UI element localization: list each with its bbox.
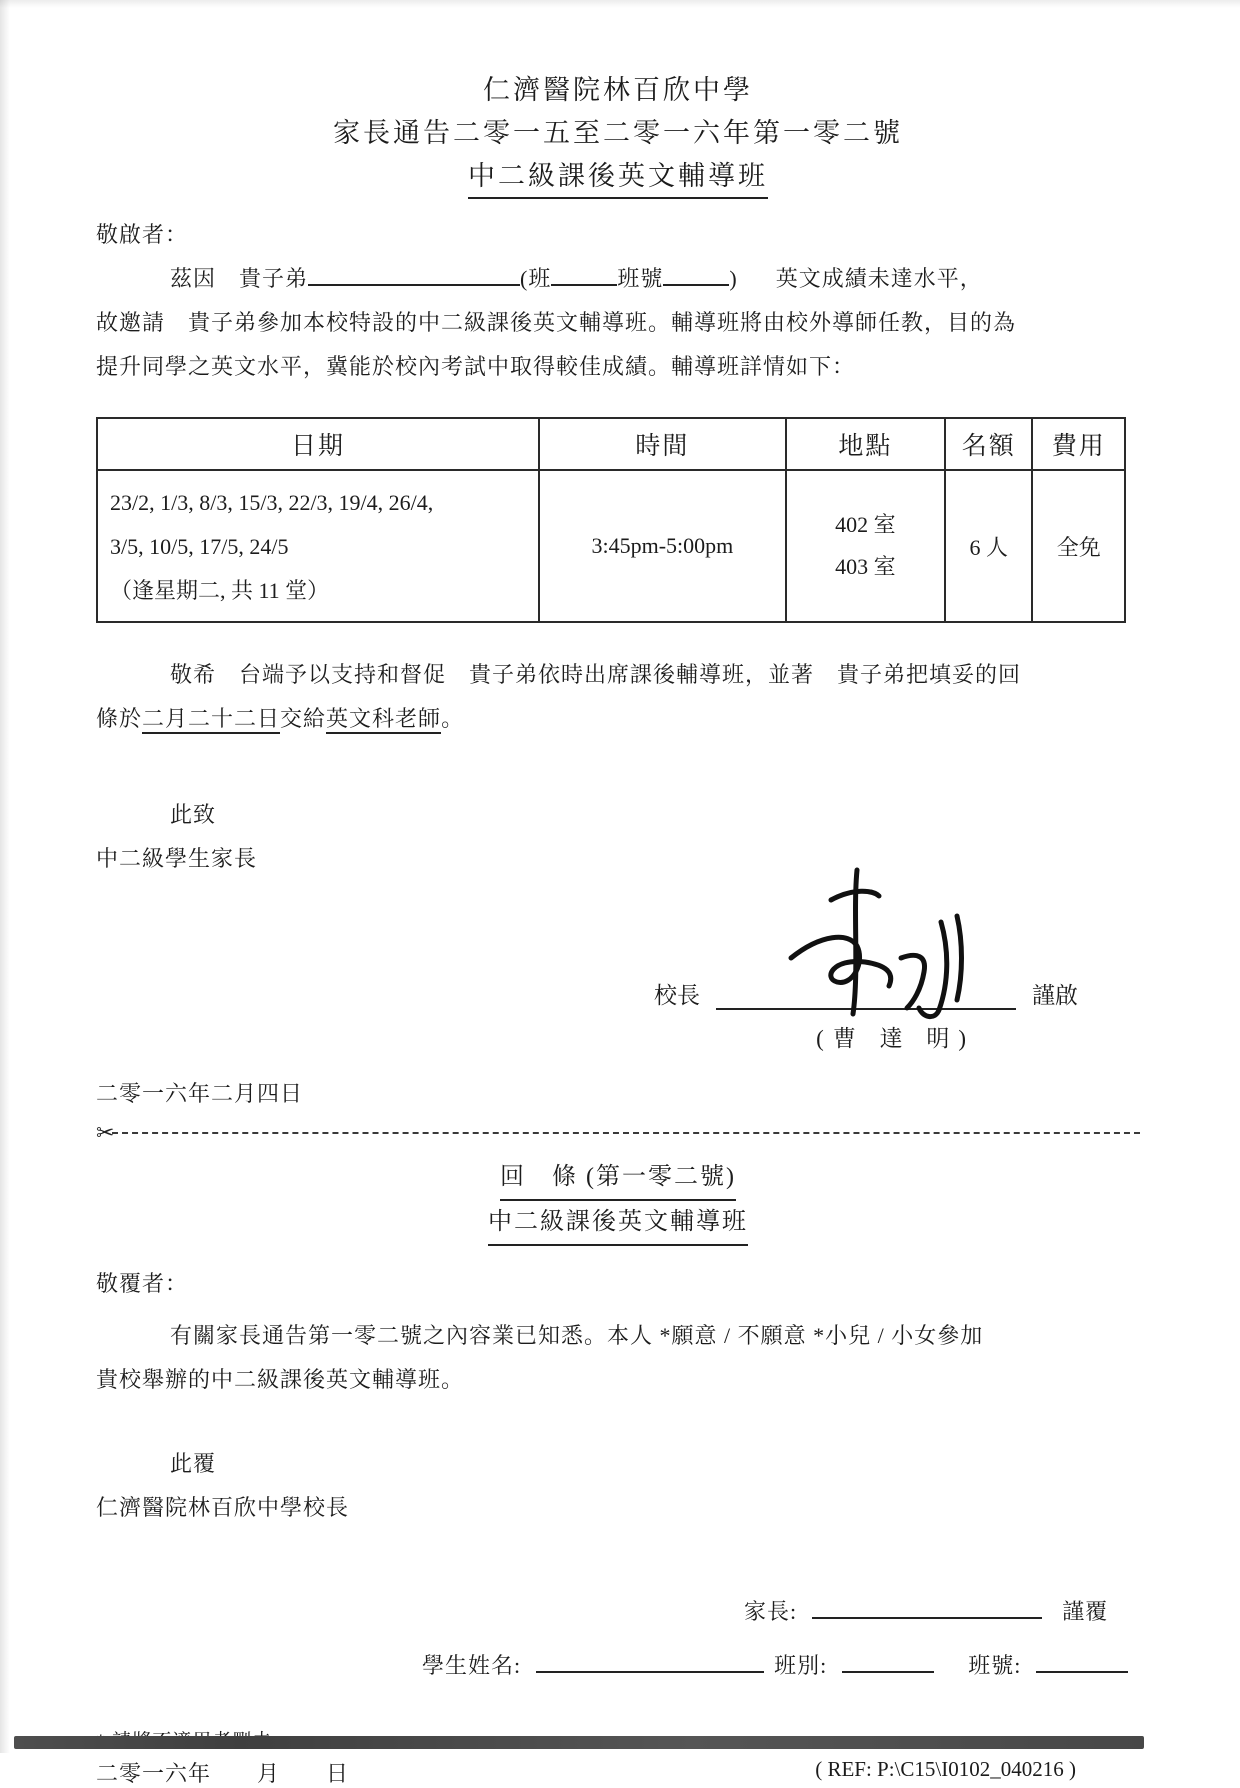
- table-header-fee: 費用: [1032, 418, 1125, 470]
- table-header-venue: 地點: [786, 418, 945, 470]
- parent-signature-row: [96, 1594, 1140, 1626]
- cizhi: 此致: [170, 802, 217, 827]
- table-header-time: 時間: [539, 418, 786, 470]
- paragraph2-line1: 敬希 台端予以支持和督促 貴子弟依時出席課後輔導班，並著 貴子弟把填妥的回: [170, 662, 1022, 687]
- notice-date: 二零一六年二月四日: [96, 1081, 304, 1106]
- principal-label: 校長: [654, 983, 700, 1008]
- principal-signature-row: [96, 977, 1140, 1010]
- paragraph1-line1: 茲因 貴子弟 (班 班號 ) 英文成績未達水平，: [96, 257, 1140, 301]
- reply-slip-subtitle: 中二級課後英文輔導班: [488, 1201, 748, 1246]
- table-row: [97, 470, 1125, 622]
- student-name-label: 學生姓名:: [422, 1653, 522, 1679]
- class-number-blank: [663, 261, 729, 286]
- notice-title: 中二級課後英文輔導班: [468, 156, 768, 199]
- cell-venue: 402 室 403 室: [786, 470, 945, 622]
- cell-fee: 全免: [1032, 470, 1125, 622]
- principal-signature: [761, 862, 1011, 1022]
- reply-paragraph-line1: 有關家長通告第一零二號之內容業已知悉。本人 *願意 / 不願意 *小兒 / 小女參加: [170, 1323, 984, 1348]
- teacher-name: 英文科老師: [326, 706, 441, 734]
- student-name-blank-2: [536, 1648, 764, 1673]
- class-number-blank-2: [1036, 1648, 1128, 1673]
- table-header-quota: 名額: [945, 418, 1032, 470]
- parent-honorific: 謹覆: [1062, 1599, 1109, 1625]
- scissors-icon: ✂: [96, 1120, 115, 1145]
- salutation: 敬啟者：: [96, 222, 189, 247]
- paragraph2-line2: 條於二月二十二日交給英文科老師。: [96, 697, 1140, 741]
- cifu: 此覆: [170, 1451, 217, 1476]
- student-info-row: [96, 1648, 1140, 1680]
- scan-edge-shade-top: [0, 0, 1240, 8]
- class-blank: [551, 261, 617, 286]
- student-name-blank: [308, 261, 520, 286]
- cut-line: [96, 1122, 1140, 1144]
- class-label: 班別:: [774, 1653, 828, 1679]
- cell-time: 3:45pm-5:00pm: [539, 470, 786, 622]
- reply-paragraph-line2: 貴校舉辦的中二級課後英文輔導班。: [96, 1367, 465, 1392]
- scan-artifact-bar: [14, 1736, 1144, 1749]
- parent-signature-blank: [812, 1594, 1042, 1619]
- notice-number: 家長通告二零一五至二零一六年第一零二號: [333, 118, 903, 148]
- reference-code: ( REF: P:\C15\I0102_040216 ): [815, 1757, 1076, 1782]
- reply-slip-title: 回 條 (第一零二號): [500, 1156, 736, 1201]
- table-header-date: 日期: [97, 418, 539, 470]
- reply-addressee: 仁濟醫院林百欣中學校長: [96, 1495, 350, 1520]
- dashed-rule: [112, 1132, 1140, 1134]
- principal-name: (曹 達 明): [816, 1026, 975, 1051]
- notice-addressee: 中二級學生家長: [96, 846, 258, 871]
- paragraph1-line2: 故邀請 貴子弟參加本校特設的中二級課後英文輔導班。輔導班將由校外導師任教，目的為: [96, 310, 1017, 335]
- reply-salutation: 敬覆者：: [96, 1271, 189, 1296]
- parent-label: 家長:: [744, 1599, 798, 1625]
- class-number-label: 班號:: [968, 1653, 1022, 1679]
- scan-edge-shade: [0, 0, 10, 1753]
- paragraph1-line3: 提升同學之英文水平，冀能於校內考試中取得較佳成績。輔導班詳情如下：: [96, 354, 856, 379]
- signature-line: [716, 1002, 1016, 1010]
- cell-quota: 6 人: [945, 470, 1032, 622]
- tutorial-details-table: [96, 417, 1126, 623]
- reply-date-row: [96, 1757, 1140, 1788]
- honorific: 謹啟: [1032, 983, 1078, 1008]
- cell-dates: 23/2, 1/3, 8/3, 15/3, 22/3, 19/4, 26/4, 3/5, 10/5, 17/5, 24/5 （逢星期二, 共 11 堂）: [97, 470, 539, 622]
- reply-date: 二零一六年 月 日: [96, 1761, 350, 1787]
- deadline-date: 二月二十二日: [142, 706, 280, 734]
- class-blank-2: [842, 1648, 934, 1673]
- school-name: 仁濟醫院林百欣中學: [483, 75, 753, 105]
